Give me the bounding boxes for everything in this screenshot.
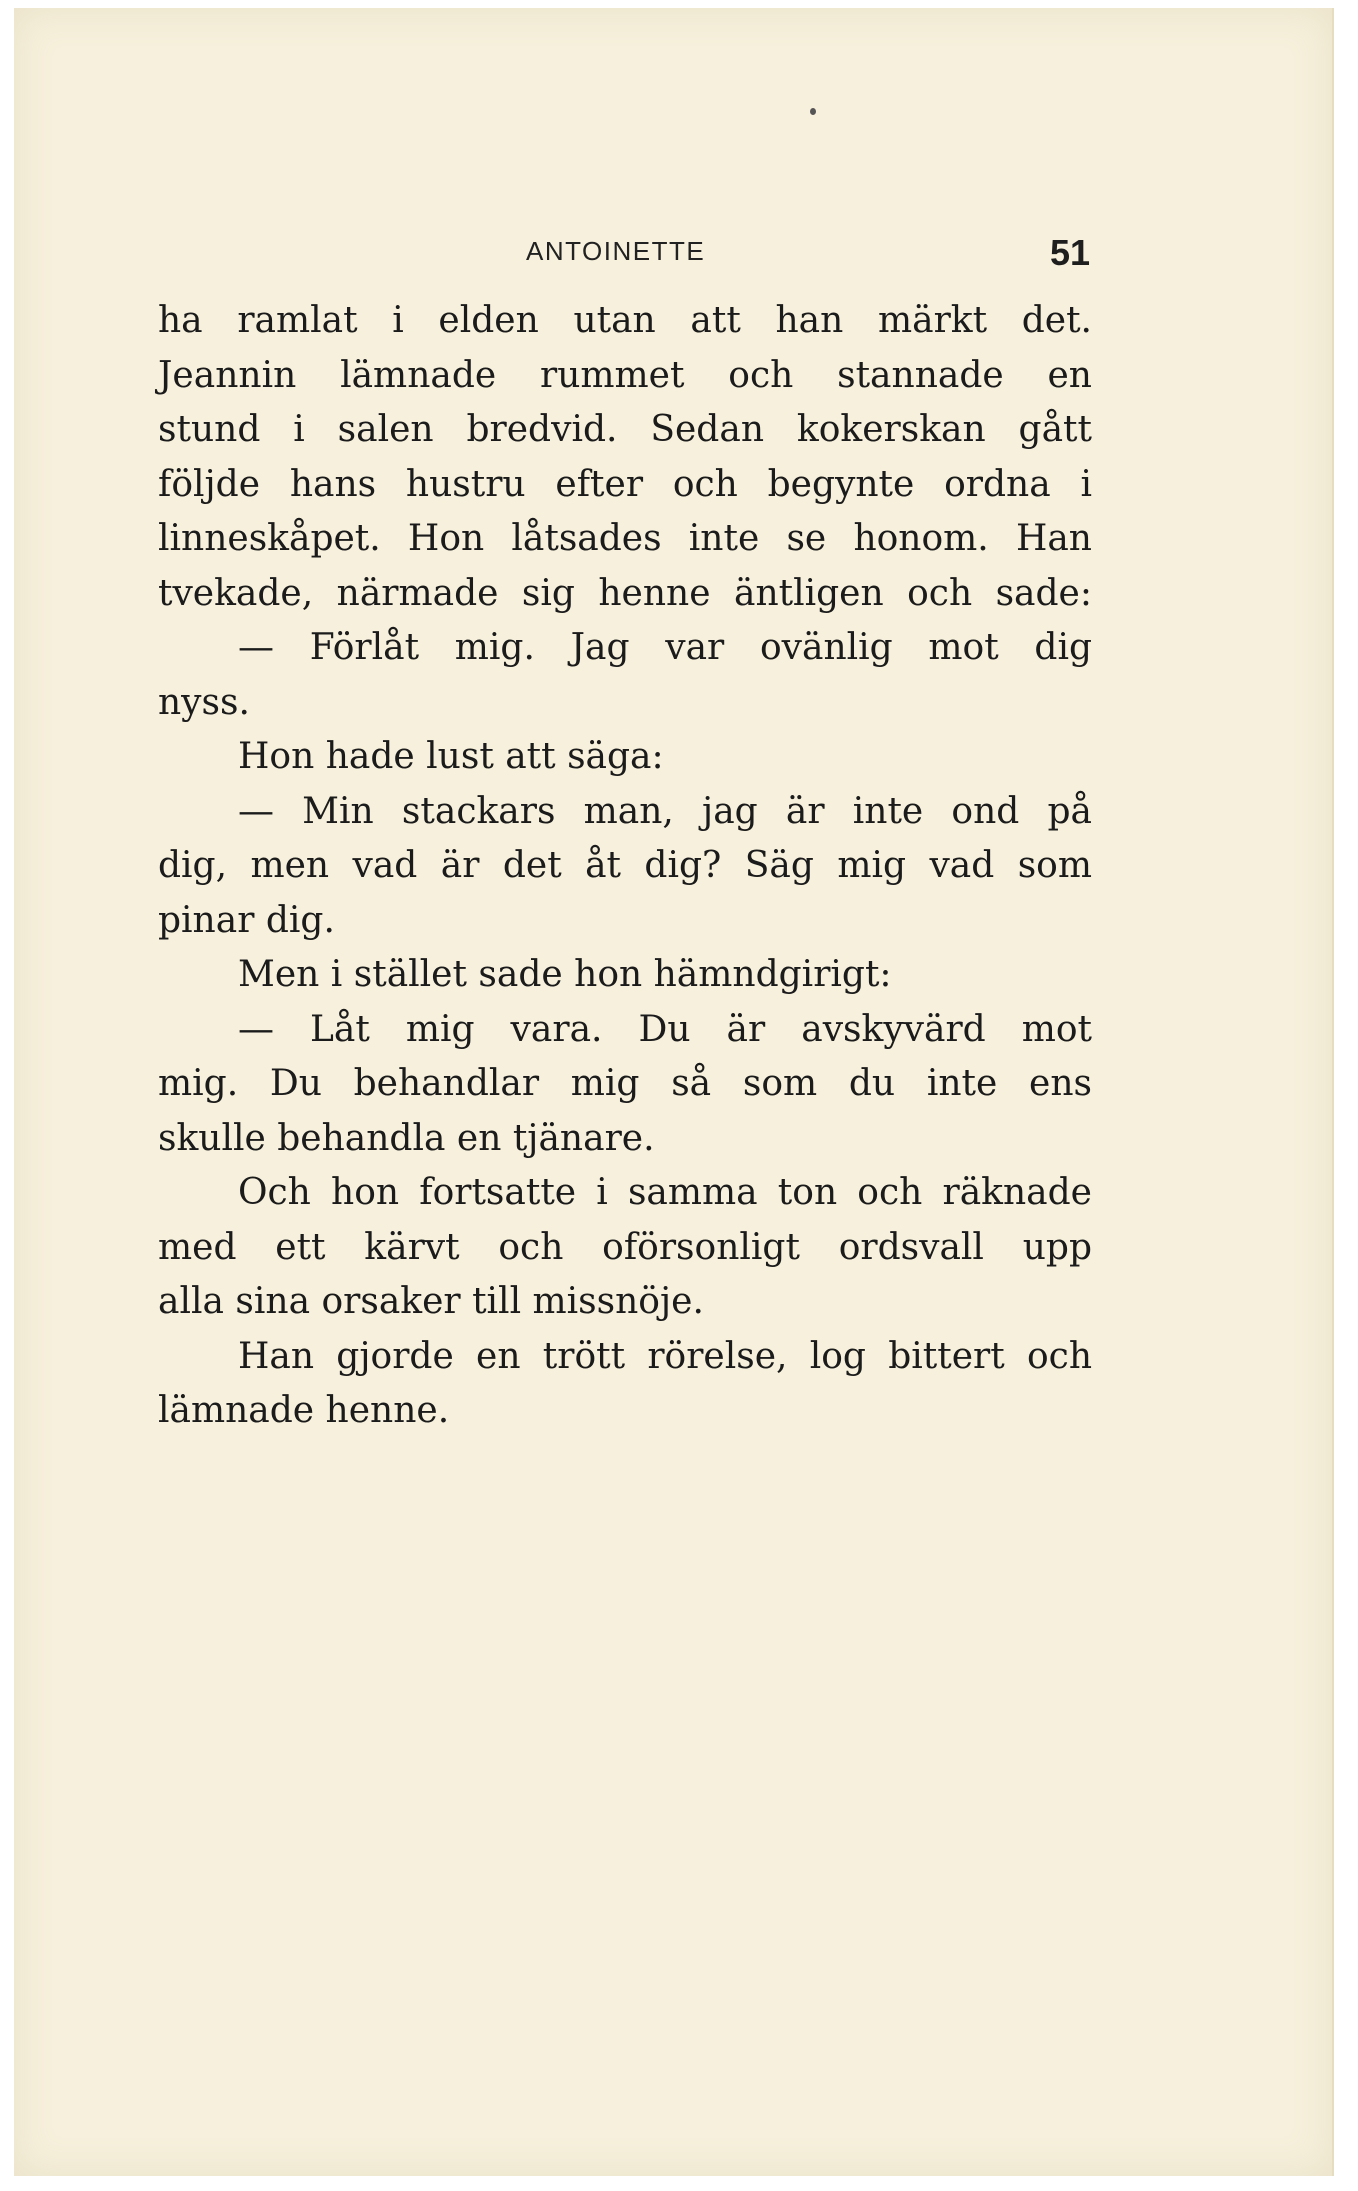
text-line: — Min stackars man, jag är inte ond på <box>238 790 1092 832</box>
text-line: — Förlåt mig. Jag var ovänlig mot dig <box>238 627 1092 668</box>
page-number: 51 <box>1049 232 1090 273</box>
text-line: lämnade henne. <box>158 1390 450 1431</box>
text-line: nyss. <box>158 681 250 723</box>
text-line: pinar dig. <box>158 899 335 941</box>
body-text <box>158 294 1092 1439</box>
text-line: ha ramlat i elden utan att han märkt det. <box>158 300 1092 341</box>
text-line: alla sina orsaker till missnöje. <box>158 1281 704 1322</box>
text-line: Men i stället sade hon hämndgirigt: <box>238 954 892 995</box>
text-line: stund i salen bredvid. Sedan kokerskan gått <box>158 409 1092 450</box>
text-line: Och hon fortsatte i samma ton och räknade <box>238 1172 1092 1213</box>
text-line: mig. Du behandlar mig så som du inte ens <box>158 1063 1092 1104</box>
text-line: Han gjorde en trött rörelse, log bittert och <box>238 1335 1092 1377</box>
book-page <box>14 8 1334 2176</box>
text-line: linneskåpet. Hon låtsades inte se honom. Han <box>158 518 1092 559</box>
running-title: ANTOINETTE <box>526 236 706 266</box>
text-line: skulle behandla en tjänare. <box>158 1117 655 1159</box>
page-header <box>154 232 1094 280</box>
text-line: dig, men vad är det åt dig? Säg mig vad som <box>158 845 1092 886</box>
ink-speck <box>810 108 816 115</box>
text-line: följde hans hustru efter och begynte ordna i <box>158 463 1092 505</box>
text-line: — Låt mig vara. Du är avskyvärd mot <box>238 1008 1092 1050</box>
text-line: med ett kärvt och oförsonligt ordsvall upp <box>158 1226 1092 1268</box>
text-line: tvekade, närmade sig henne äntligen och sade: <box>158 572 1092 614</box>
text-line: Jeannin lämnade rummet och stannade en <box>158 354 1092 396</box>
text-line: Hon hade lust att säga: <box>238 736 664 777</box>
